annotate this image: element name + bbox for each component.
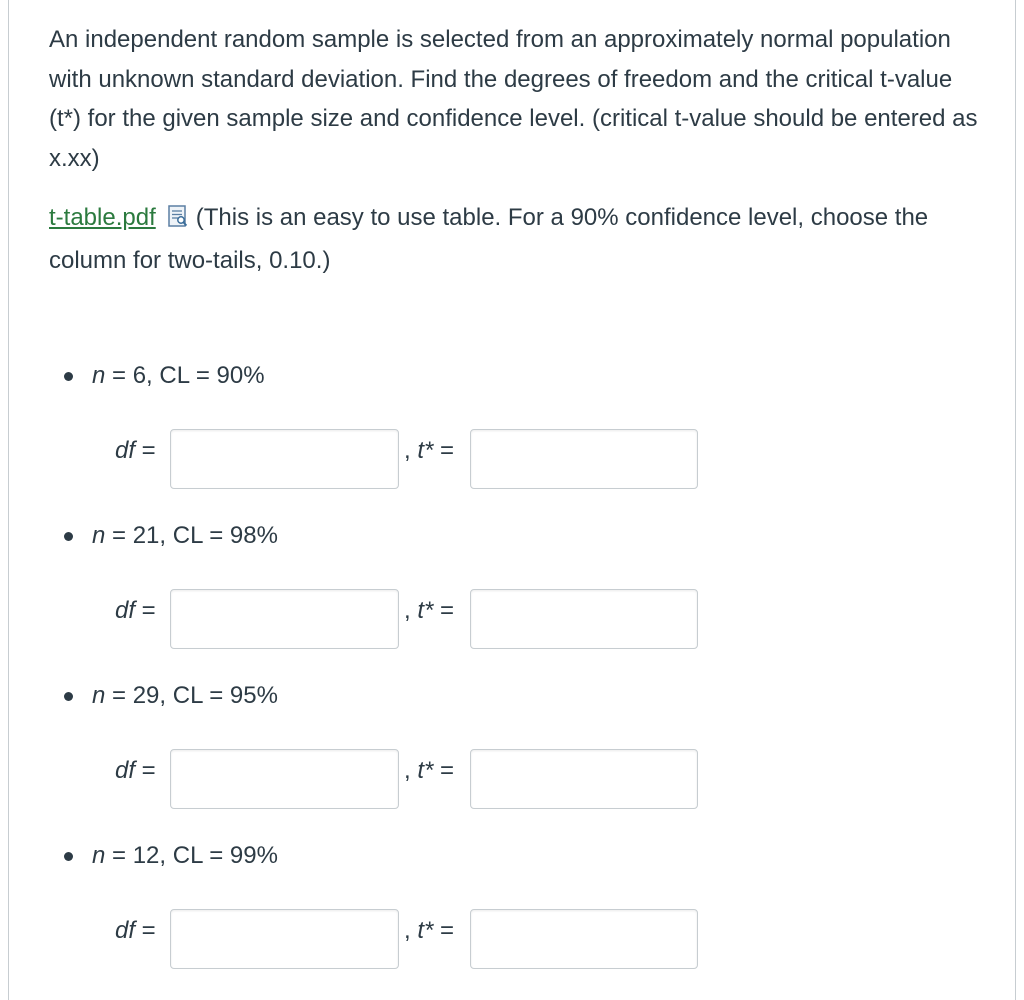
bullet-icon — [64, 852, 73, 861]
part-4-df-input[interactable] — [170, 909, 399, 969]
part-1-prompt: n = 6, CL = 90% — [92, 362, 265, 389]
part-3-df-input[interactable] — [170, 749, 399, 809]
part-1-t-input[interactable] — [470, 429, 698, 489]
part-4 — [9, 836, 1017, 956]
reference-note: (This is an easy to use table. For a 90% confidence level, choose the column for two-tails, 0.10.) — [49, 204, 929, 274]
part-4-prompt: n = 12, CL = 99% — [92, 842, 278, 869]
part-4-t-input[interactable] — [470, 909, 698, 969]
df-label: df = — [115, 917, 156, 944]
t-star-label: , t* = — [404, 757, 455, 784]
t-star-label: , t* = — [404, 917, 455, 944]
part-2-prompt: n = 21, CL = 98% — [92, 522, 278, 549]
part-3 — [9, 676, 1017, 796]
part-3-t-input[interactable] — [470, 749, 698, 809]
t-table-link[interactable]: t-table.pdf — [49, 204, 156, 231]
df-label: df = — [115, 597, 156, 624]
bullet-icon — [64, 532, 73, 541]
reference-paragraph — [49, 198, 979, 280]
t-star-label: , t* = — [404, 437, 455, 464]
part-2-df-input[interactable] — [170, 589, 399, 649]
bullet-icon — [64, 692, 73, 701]
part-2-t-input[interactable] — [470, 589, 698, 649]
question-card — [8, 0, 1016, 1000]
t-star-label: , t* = — [404, 597, 455, 624]
df-label: df = — [115, 437, 156, 464]
part-3-prompt: n = 29, CL = 95% — [92, 682, 278, 709]
document-preview-icon[interactable] — [166, 201, 190, 241]
question-text: An independent random sample is selected from an approximately normal population with unknown standard deviation. Find the degrees of freedom and the critical t-value (t*) for the given sample size and confidence level. (critical t-value should be entered as x.xx) — [49, 26, 978, 172]
part-2 — [9, 516, 1017, 636]
part-1 — [9, 356, 1017, 476]
df-label: df = — [115, 757, 156, 784]
part-1-df-input[interactable] — [170, 429, 399, 489]
bullet-icon — [64, 372, 73, 381]
